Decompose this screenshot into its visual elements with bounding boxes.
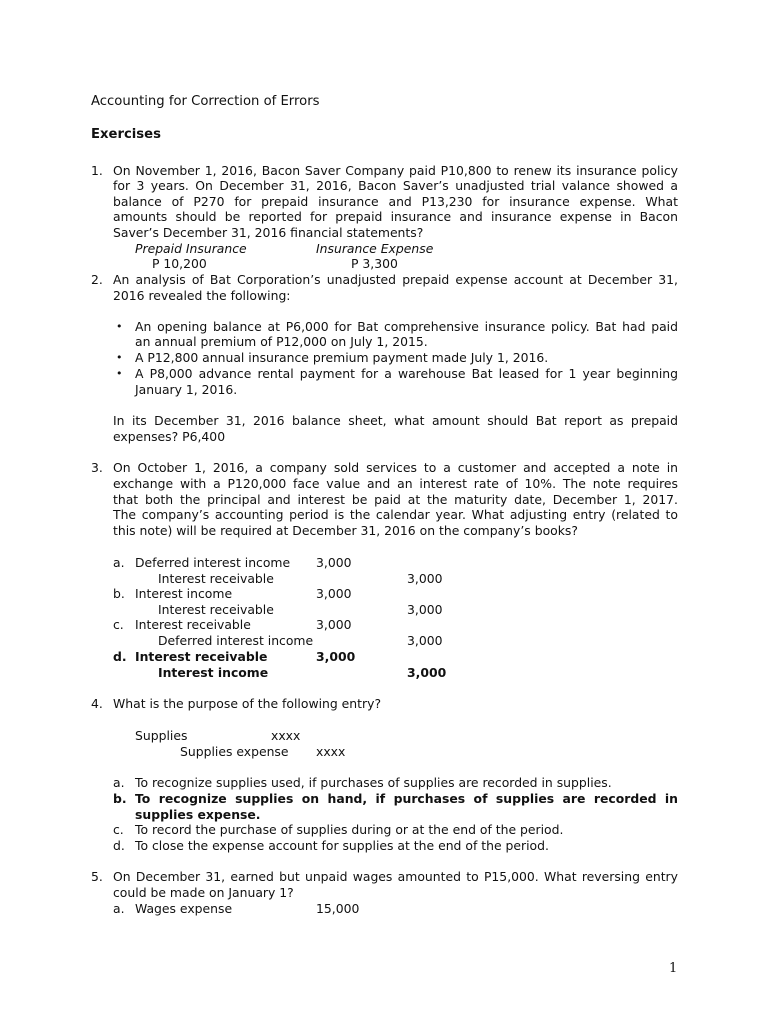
option-letter: a. — [113, 775, 125, 790]
answer-header-prepaid: Prepaid Insurance — [135, 241, 247, 256]
debit-account: Interest income — [135, 586, 233, 601]
question-number: 1. — [91, 163, 103, 178]
credit-account: Deferred interest income — [158, 633, 314, 648]
question-line: exchange with a P120,000 face value and an interest rate of 10%. The note requires — [113, 476, 678, 491]
debit-amount: 3,000 — [316, 586, 352, 601]
option-letter: a. — [113, 901, 125, 916]
question-line: What is the purpose of the following entry? — [113, 696, 382, 711]
option-letter: d. — [113, 649, 127, 664]
debit-account: Wages expense — [135, 901, 233, 916]
question-line: On December 31, earned but unpaid wages amounted to P15,000. What reversing entry — [113, 869, 678, 884]
debit-account: Interest receivable — [135, 617, 251, 632]
entry-credit-amount: xxxx — [316, 744, 346, 759]
question-number: 2. — [91, 272, 103, 287]
question-line: In its December 31, 2016 balance sheet, what amount should Bat report as prepaid — [113, 413, 678, 428]
question-line: that both the principal and interest be paid at the maturity date, December 1, 2017. — [113, 492, 678, 507]
option-letter: b. — [113, 791, 127, 806]
question-line: An analysis of Bat Corporation’s unadjusted prepaid expense account at December 31, — [113, 272, 678, 287]
debit-account: Deferred interest income — [135, 555, 291, 570]
option-text: To recognize supplies used, if purchases of supplies are recorded in supplies. — [135, 775, 612, 790]
question-line: Saver’s December 31, 2016 financial statements? — [113, 225, 424, 240]
credit-amount: 3,000 — [407, 602, 443, 617]
option-letter: c. — [113, 617, 124, 632]
debit-amount: 15,000 — [316, 901, 360, 916]
debit-amount: 3,000 — [316, 617, 352, 632]
debit-amount: 3,000 — [316, 555, 352, 570]
question-line: for 3 years. On December 31, 2016, Bacon Saver’s unadjusted trial valance showed a — [113, 178, 678, 193]
entry-debit-account: Supplies — [135, 728, 188, 743]
question-line: could be made on January 1? — [113, 885, 294, 900]
bullet-icon: • — [116, 320, 123, 333]
option-text: To record the purchase of supplies during or at the end of the period. — [135, 822, 564, 837]
option-text: supplies expense. — [135, 807, 261, 822]
question-line: On November 1, 2016, Bacon Saver Company paid P10,800 to renew its insurance policy — [113, 163, 678, 178]
option-letter: b. — [113, 586, 125, 601]
question-line: expenses? P6,400 — [113, 429, 226, 444]
question-line: 2016 revealed the following: — [113, 288, 291, 303]
bullet-line: A P12,800 annual insurance premium payment made July 1, 2016. — [135, 350, 549, 365]
credit-account: Interest receivable — [158, 602, 274, 617]
question-line: amounts should be reported for prepaid insurance and insurance expense in Bacon — [113, 209, 678, 224]
question-number: 4. — [91, 696, 103, 711]
page-number: 1 — [669, 961, 678, 976]
question-line: balance of P270 for prepaid insurance and P13,230 for insurance expense. What — [113, 194, 678, 209]
credit-amount: 3,000 — [407, 571, 443, 586]
section-heading: Exercises — [91, 127, 161, 142]
question-line: The company’s accounting period is the calendar year. What adjusting entry (related to — [113, 507, 678, 522]
bullet-line: an annual premium of P12,000 on July 1, 2015. — [135, 334, 428, 349]
credit-amount: 3,000 — [407, 633, 443, 648]
question-number: 5. — [91, 869, 103, 884]
option-letter: c. — [113, 822, 124, 837]
bullet-line: January 1, 2016. — [135, 382, 238, 397]
credit-amount: 3,000 — [407, 665, 447, 680]
entry-credit-account: Supplies expense — [180, 744, 289, 759]
credit-account: Interest receivable — [158, 571, 274, 586]
option-text: To recognize supplies on hand, if purchases of supplies are recorded in — [135, 791, 678, 806]
entry-debit-amount: xxxx — [271, 728, 301, 743]
answer-header-expense: Insurance Expense — [316, 241, 434, 256]
bullet-icon: • — [116, 367, 123, 380]
bullet-line: An opening balance at P6,000 for Bat comprehensive insurance policy. Bat had paid — [135, 319, 678, 334]
option-text: To close the expense account for supplies at the end of the period. — [135, 838, 549, 853]
option-letter: d. — [113, 838, 125, 853]
question-line: this note) will be required at December 31, 2016 on the company’s books? — [113, 523, 578, 538]
doc-title: Accounting for Correction of Errors — [91, 94, 320, 109]
credit-account: Interest income — [158, 665, 269, 680]
option-letter: a. — [113, 555, 125, 570]
question-line: On October 1, 2016, a company sold services to a customer and accepted a note in — [113, 460, 678, 475]
debit-amount: 3,000 — [316, 649, 356, 664]
bullet-line: A P8,000 advance rental payment for a warehouse Bat leased for 1 year beginning — [135, 366, 678, 381]
answer-expense-value: P 3,300 — [351, 256, 398, 271]
question-number: 3. — [91, 460, 103, 475]
debit-account: Interest receivable — [135, 649, 268, 664]
answer-prepaid-value: P 10,200 — [152, 256, 207, 271]
bullet-icon: • — [116, 351, 123, 364]
